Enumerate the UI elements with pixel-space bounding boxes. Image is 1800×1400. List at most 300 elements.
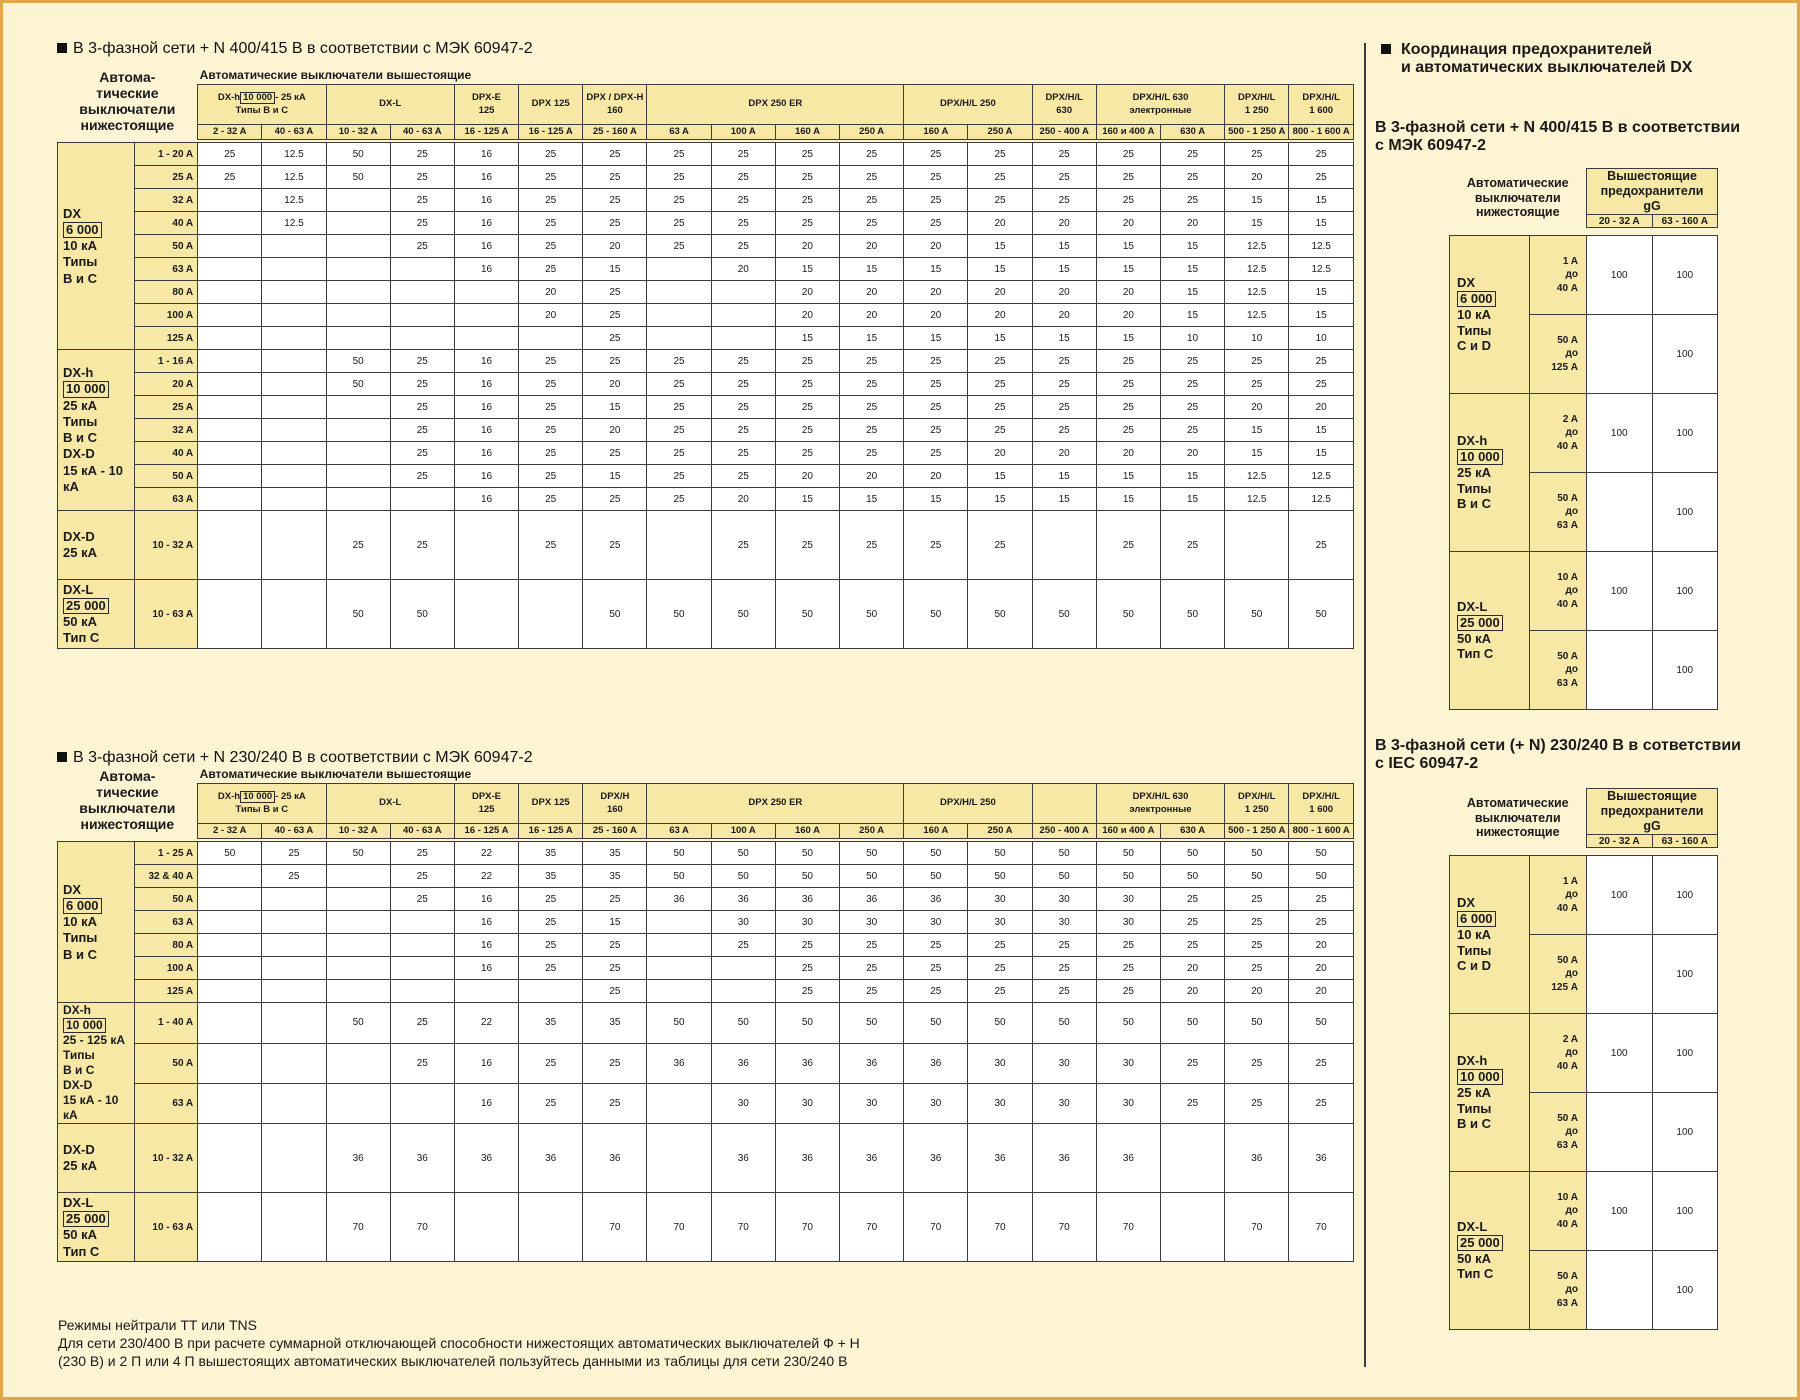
table-row <box>58 865 1354 888</box>
selectivity-value: 50 <box>904 580 968 649</box>
selectivity-value: 50 <box>775 1003 839 1043</box>
table-row <box>58 258 1354 281</box>
selectivity-value <box>711 281 775 304</box>
selectivity-value <box>326 189 390 212</box>
table-row <box>1450 394 1718 473</box>
selectivity-value: 25 <box>1032 350 1096 373</box>
downstream-rating: 63 A <box>134 1083 197 1123</box>
selectivity-value: 25 <box>968 980 1032 1003</box>
selectivity-value: 16 <box>454 934 518 957</box>
selectivity-value: 25 <box>1160 350 1224 373</box>
selectivity-value <box>326 957 390 980</box>
selectivity-value: 25 <box>904 511 968 580</box>
selectivity-value: 25 <box>583 1043 647 1083</box>
spacer-row <box>1450 848 1718 856</box>
selectivity-value: 50 <box>968 580 1032 649</box>
selectivity-value: 70 <box>1289 1193 1354 1262</box>
selectivity-value: 25 <box>904 419 968 442</box>
spacer <box>1450 228 1718 236</box>
selectivity-value <box>198 350 262 373</box>
selectivity-value: 25 <box>968 419 1032 442</box>
downstream-breaker-group: DX-L 25 000 50 кА Тип С <box>1450 552 1530 710</box>
selectivity-value: 30 <box>775 911 839 934</box>
selectivity-value <box>198 1083 262 1123</box>
fuse-range: 63 - 160 A <box>1652 835 1718 848</box>
selectivity-value: 70 <box>390 1193 454 1262</box>
selectivity-value: 12.5 <box>262 166 326 189</box>
selectivity-value: 70 <box>711 1193 775 1262</box>
rating-box: 6 000 <box>63 222 102 238</box>
selectivity-value: 25 <box>775 373 839 396</box>
upstream-group-header: DX-L <box>326 784 454 824</box>
selectivity-value <box>390 258 454 281</box>
selectivity-value: 25 <box>711 212 775 235</box>
downstream-rating: 1 - 25 A <box>134 842 197 865</box>
selectivity-value: 25 <box>583 281 647 304</box>
selectivity-value: 25 <box>711 442 775 465</box>
selectivity-value: 12.5 <box>1225 258 1289 281</box>
selectivity-value <box>262 957 326 980</box>
selectivity-value: 20 <box>1160 442 1224 465</box>
selectivity-value: 12.5 <box>1289 488 1354 511</box>
selectivity-value: 25 <box>968 350 1032 373</box>
selectivity-value: 20 <box>904 304 968 327</box>
selectivity-value <box>1587 315 1653 394</box>
selectivity-value: 50 <box>1289 580 1354 649</box>
selectivity-value: 16 <box>454 957 518 980</box>
selectivity-value <box>390 327 454 350</box>
downstream-rating: 80 A <box>134 934 197 957</box>
selectivity-value: 20 <box>1160 957 1224 980</box>
selectivity-value: 25 <box>1096 373 1160 396</box>
upstream-range: 10 - 32 A <box>326 125 390 140</box>
selectivity-value: 16 <box>454 189 518 212</box>
upstream-range: 40 - 63 A <box>262 125 326 140</box>
upstream-range: 160 и 400 A <box>1096 125 1160 140</box>
selectivity-value: 10 <box>1289 327 1354 350</box>
right-title <box>1375 41 1692 77</box>
vertical-divider <box>1364 43 1366 1367</box>
selectivity-value: 15 <box>1032 488 1096 511</box>
selectivity-value: 25 <box>775 957 839 980</box>
upstream-range: 630 A <box>1160 824 1224 839</box>
selectivity-value <box>1587 1251 1653 1330</box>
selectivity-value: 30 <box>1032 888 1096 911</box>
header-caption-row <box>58 69 1354 85</box>
selectivity-value <box>262 304 326 327</box>
rating-box: 6 000 <box>1457 911 1496 927</box>
selectivity-value: 25 <box>904 143 968 166</box>
downstream-rating: 40 A <box>134 442 197 465</box>
selectivity-value: 20 <box>968 304 1032 327</box>
selectivity-value <box>198 1193 262 1262</box>
selectivity-value: 20 <box>1096 212 1160 235</box>
selectivity-value: 70 <box>775 1193 839 1262</box>
selectivity-value: 25 <box>198 166 262 189</box>
upstream-range: 100 A <box>711 824 775 839</box>
selectivity-value: 20 <box>840 304 904 327</box>
selectivity-value: 30 <box>968 1043 1032 1083</box>
selectivity-value: 25 <box>1160 419 1224 442</box>
upstream-group-header: DPX / DPX-H 160 <box>583 85 647 125</box>
selectivity-value: 36 <box>1096 1124 1160 1193</box>
selectivity-value: 15 <box>1289 442 1354 465</box>
rating-box: 10 000 <box>63 1018 106 1033</box>
downstream-rating: 25 A <box>134 166 197 189</box>
selectivity-value <box>326 235 390 258</box>
selectivity-value: 25 <box>647 465 711 488</box>
selectivity-value: 36 <box>1225 1124 1289 1193</box>
selectivity-value: 20 <box>519 281 583 304</box>
selectivity-value: 20 <box>968 281 1032 304</box>
selectivity-value: 36 <box>840 1124 904 1193</box>
selectivity-value: 25 <box>583 442 647 465</box>
selectivity-value: 25 <box>840 419 904 442</box>
upstream-range: 40 - 63 A <box>390 824 454 839</box>
selectivity-value: 25 <box>711 419 775 442</box>
selectivity-value <box>198 934 262 957</box>
selectivity-value: 25 <box>1160 934 1224 957</box>
upstream-caption: Автоматические выключатели вышестоящие <box>199 69 472 82</box>
selectivity-value: 36 <box>904 1043 968 1083</box>
selectivity-value: 25 <box>711 235 775 258</box>
selectivity-value: 30 <box>711 911 775 934</box>
selectivity-value: 20 <box>904 465 968 488</box>
selectivity-value: 20 <box>1160 980 1224 1003</box>
downstream-breaker-group: DX-h 10 000 25 кА Типы В и С <box>1450 394 1530 552</box>
selectivity-value: 25 <box>775 442 839 465</box>
selectivity-value <box>198 258 262 281</box>
selectivity-value: 15 <box>968 258 1032 281</box>
downstream-rating: 10 - 32 A <box>134 511 197 580</box>
selectivity-value: 20 <box>775 304 839 327</box>
table-row <box>58 957 1354 980</box>
selectivity-value: 25 <box>1032 957 1096 980</box>
selectivity-value: 50 <box>1225 580 1289 649</box>
selectivity-value: 50 <box>775 865 839 888</box>
upstream-group-header: DPX/H/L 1 250 <box>1225 85 1289 125</box>
selectivity-value: 20 <box>711 258 775 281</box>
selectivity-value: 100 <box>1587 1014 1653 1093</box>
upstream-range: 500 - 1 250 A <box>1225 125 1289 140</box>
selectivity-value <box>647 1083 711 1123</box>
upstream-range: 250 A <box>840 824 904 839</box>
selectivity-value <box>198 1003 262 1043</box>
downstream-rating: 1 A до 40 A <box>1530 236 1587 315</box>
selectivity-value: 25 <box>583 304 647 327</box>
selectivity-value: 25 <box>390 511 454 580</box>
selectivity-value: 25 <box>390 442 454 465</box>
selectivity-value: 15 <box>1096 465 1160 488</box>
downstream-header: Автома- тические выключатели нижестоящие <box>79 768 176 833</box>
upstream-range: 2 - 32 A <box>198 824 262 839</box>
selectivity-value <box>198 465 262 488</box>
selectivity-value: 25 <box>1289 888 1354 911</box>
selectivity-value: 20 <box>1289 980 1354 1003</box>
table-row <box>58 442 1354 465</box>
selectivity-value: 35 <box>519 842 583 865</box>
selectivity-value: 16 <box>454 442 518 465</box>
selectivity-value: 50 <box>968 842 1032 865</box>
selectivity-value: 15 <box>840 327 904 350</box>
downstream-rating: 20 A <box>134 373 197 396</box>
selectivity-value: 15 <box>968 327 1032 350</box>
selectivity-value: 16 <box>454 258 518 281</box>
selectivity-value: 16 <box>454 488 518 511</box>
selectivity-value <box>647 511 711 580</box>
upstream-range: 25 - 160 A <box>583 125 647 140</box>
selectivity-value <box>198 1043 262 1083</box>
selectivity-value <box>262 1043 326 1083</box>
selectivity-value <box>711 957 775 980</box>
selectivity-value: 25 <box>519 888 583 911</box>
selectivity-value <box>262 1124 326 1193</box>
selectivity-value: 20 <box>519 304 583 327</box>
selectivity-value: 36 <box>775 888 839 911</box>
downstream-rating: 10 - 32 A <box>134 1124 197 1193</box>
selectivity-value: 20 <box>583 235 647 258</box>
selectivity-value: 25 <box>390 465 454 488</box>
downstream-header: Автоматические выключатели нижестоящие <box>1466 176 1569 220</box>
selectivity-value: 25 <box>583 143 647 166</box>
upstream-group-header: DPX 125 <box>519 784 583 824</box>
downstream-breaker-group: DX 6 000 10 кА Типы В и С <box>58 143 135 350</box>
selectivity-value <box>326 396 390 419</box>
selectivity-value <box>1160 1124 1224 1193</box>
note-line: Режимы нейтрали ТТ или TNS <box>58 1317 258 1333</box>
selectivity-value <box>198 980 262 1003</box>
upstream-group-header: DPX/H/L 630 электронные <box>1096 784 1224 824</box>
selectivity-value: 20 <box>1032 304 1096 327</box>
selectivity-value <box>198 957 262 980</box>
table-row <box>58 281 1354 304</box>
selectivity-value <box>198 911 262 934</box>
selectivity-value: 25 <box>1289 166 1354 189</box>
selectivity-value <box>454 1193 518 1262</box>
note-line: (230 В) и 2 П или 4 П вышестоящих автоматических выключателей пользуйтесь данными из таблицы для сети 230/240 В <box>58 1353 848 1369</box>
selectivity-value: 25 <box>647 488 711 511</box>
upstream-group-row <box>58 85 1354 125</box>
selectivity-value: 50 <box>968 865 1032 888</box>
selectivity-value <box>326 281 390 304</box>
selectivity-value: 50 <box>647 842 711 865</box>
spacer <box>1450 848 1718 856</box>
fuse-header-row <box>1450 169 1718 215</box>
selectivity-value: 20 <box>840 235 904 258</box>
selectivity-value: 25 <box>775 166 839 189</box>
selectivity-value: 50 <box>1225 865 1289 888</box>
coordination-table-230v <box>57 768 1354 1262</box>
fuse-table-230v <box>1449 788 1718 1330</box>
selectivity-value: 15 <box>1289 212 1354 235</box>
selectivity-value: 36 <box>775 1043 839 1083</box>
selectivity-value: 15 <box>840 488 904 511</box>
selectivity-value: 50 <box>840 580 904 649</box>
selectivity-value: 25 <box>583 1083 647 1123</box>
selectivity-value: 25 <box>1225 350 1289 373</box>
selectivity-value: 25 <box>840 957 904 980</box>
selectivity-value <box>647 281 711 304</box>
selectivity-value: 25 <box>1032 373 1096 396</box>
selectivity-value: 25 <box>904 212 968 235</box>
selectivity-value: 15 <box>1160 281 1224 304</box>
table-row <box>58 465 1354 488</box>
selectivity-value: 36 <box>775 1124 839 1193</box>
upstream-range: 160 и 400 A <box>1096 824 1160 839</box>
selectivity-value: 50 <box>1225 1003 1289 1043</box>
upstream-group-row <box>58 784 1354 824</box>
selectivity-value: 36 <box>711 888 775 911</box>
selectivity-value: 100 <box>1652 631 1718 710</box>
selectivity-value: 100 <box>1652 1251 1718 1330</box>
selectivity-value <box>326 419 390 442</box>
selectivity-value: 100 <box>1652 552 1718 631</box>
selectivity-value: 25 <box>775 212 839 235</box>
selectivity-value <box>262 511 326 580</box>
selectivity-value: 25 <box>1096 511 1160 580</box>
table-row <box>58 580 1354 649</box>
selectivity-value: 35 <box>519 1003 583 1043</box>
selectivity-value: 25 <box>1225 143 1289 166</box>
selectivity-value: 25 <box>904 980 968 1003</box>
selectivity-value <box>647 957 711 980</box>
downstream-rating: 10 A до 40 A <box>1530 552 1587 631</box>
selectivity-value: 25 <box>519 350 583 373</box>
bullet-square-icon <box>57 43 67 53</box>
selectivity-value: 30 <box>1096 911 1160 934</box>
downstream-breaker-group: DX 6 000 10 кА Типы В и С <box>58 842 135 1003</box>
table-row <box>58 304 1354 327</box>
selectivity-value: 15 <box>968 488 1032 511</box>
table-row <box>1450 856 1718 935</box>
table-row <box>58 980 1354 1003</box>
selectivity-value <box>1587 473 1653 552</box>
selectivity-value <box>262 373 326 396</box>
selectivity-value: 25 <box>968 396 1032 419</box>
selectivity-value: 100 <box>1587 236 1653 315</box>
selectivity-value: 100 <box>1587 856 1653 935</box>
selectivity-value: 50 <box>326 350 390 373</box>
selectivity-value: 20 <box>775 235 839 258</box>
selectivity-value: 20 <box>583 373 647 396</box>
selectivity-value: 50 <box>1032 865 1096 888</box>
selectivity-value: 25 <box>1160 888 1224 911</box>
downstream-rating: 50 A <box>134 465 197 488</box>
selectivity-value: 50 <box>904 1003 968 1043</box>
table-row <box>58 511 1354 580</box>
selectivity-value: 15 <box>1096 235 1160 258</box>
selectivity-value <box>390 957 454 980</box>
selectivity-value: 25 <box>647 212 711 235</box>
selectivity-value: 36 <box>326 1124 390 1193</box>
table-row <box>1450 1014 1718 1093</box>
selectivity-value: 25 <box>775 511 839 580</box>
selectivity-value: 36 <box>1289 1124 1354 1193</box>
selectivity-value: 20 <box>840 281 904 304</box>
selectivity-value: 25 <box>840 350 904 373</box>
selectivity-value: 25 <box>711 350 775 373</box>
selectivity-value: 25 <box>1032 189 1096 212</box>
selectivity-value: 30 <box>1096 888 1160 911</box>
downstream-rating: 50 A до 63 A <box>1530 1093 1587 1172</box>
selectivity-value: 25 <box>519 373 583 396</box>
selectivity-value: 25 <box>390 1043 454 1083</box>
rating-box: 10 000 <box>1457 449 1503 465</box>
selectivity-value: 20 <box>840 465 904 488</box>
selectivity-value: 25 <box>711 465 775 488</box>
upstream-group-header: DPX 125 <box>519 85 583 125</box>
upstream-group-header: DPX 250 ER <box>647 784 904 824</box>
selectivity-value: 50 <box>775 580 839 649</box>
selectivity-value <box>198 1124 262 1193</box>
selectivity-value: 16 <box>454 888 518 911</box>
selectivity-value: 25 <box>711 373 775 396</box>
selectivity-value: 36 <box>904 1124 968 1193</box>
selectivity-value: 25 <box>1225 934 1289 957</box>
selectivity-value: 25 <box>390 212 454 235</box>
selectivity-value: 36 <box>968 1124 1032 1193</box>
selectivity-value: 15 <box>583 465 647 488</box>
downstream-breaker-group: DX-D 25 кА <box>58 511 135 580</box>
selectivity-value: 15 <box>1160 304 1224 327</box>
selectivity-value: 30 <box>840 1083 904 1123</box>
selectivity-value: 25 <box>1225 1043 1289 1083</box>
upstream-range: 160 A <box>775 824 839 839</box>
upstream-range: 160 A <box>904 125 968 140</box>
upstream-range: 16 - 125 A <box>454 824 518 839</box>
upstream-group-header: DPX/H/L 1 600 <box>1289 784 1354 824</box>
selectivity-value: 15 <box>1289 304 1354 327</box>
downstream-rating: 50 A до 63 A <box>1530 473 1587 552</box>
downstream-rating: 63 A <box>134 488 197 511</box>
selectivity-value <box>326 911 390 934</box>
table-row <box>1450 552 1718 631</box>
selectivity-value <box>262 911 326 934</box>
selectivity-value: 30 <box>968 911 1032 934</box>
selectivity-value: 50 <box>326 143 390 166</box>
selectivity-value: 15 <box>1225 442 1289 465</box>
selectivity-value <box>1032 511 1096 580</box>
selectivity-value: 50 <box>1225 842 1289 865</box>
selectivity-value <box>1225 511 1289 580</box>
selectivity-value <box>1587 935 1653 1014</box>
selectivity-value: 25 <box>390 1003 454 1043</box>
downstream-rating: 50 A до 63 A <box>1530 631 1587 710</box>
selectivity-value: 25 <box>1160 511 1224 580</box>
downstream-rating: 63 A <box>134 911 197 934</box>
upstream-range: 500 - 1 250 A <box>1225 824 1289 839</box>
table-row <box>58 419 1354 442</box>
downstream-breaker-group: DX-D 25 кА <box>58 1124 135 1193</box>
selectivity-value: 25 <box>583 888 647 911</box>
selectivity-value: 50 <box>711 842 775 865</box>
selectivity-value: 15 <box>1160 235 1224 258</box>
selectivity-value <box>647 258 711 281</box>
section-2-title <box>57 749 533 767</box>
right-subtitle-1 <box>1375 119 1740 155</box>
selectivity-value: 100 <box>1652 856 1718 935</box>
selectivity-value: 25 <box>840 980 904 1003</box>
selectivity-value: 50 <box>326 842 390 865</box>
selectivity-value: 25 <box>1225 1083 1289 1123</box>
range-row <box>58 125 1354 140</box>
selectivity-value <box>454 281 518 304</box>
selectivity-value <box>262 1003 326 1043</box>
selectivity-value: 15 <box>1032 235 1096 258</box>
selectivity-value: 25 <box>1160 1043 1224 1083</box>
selectivity-value: 25 <box>840 166 904 189</box>
selectivity-value <box>519 980 583 1003</box>
